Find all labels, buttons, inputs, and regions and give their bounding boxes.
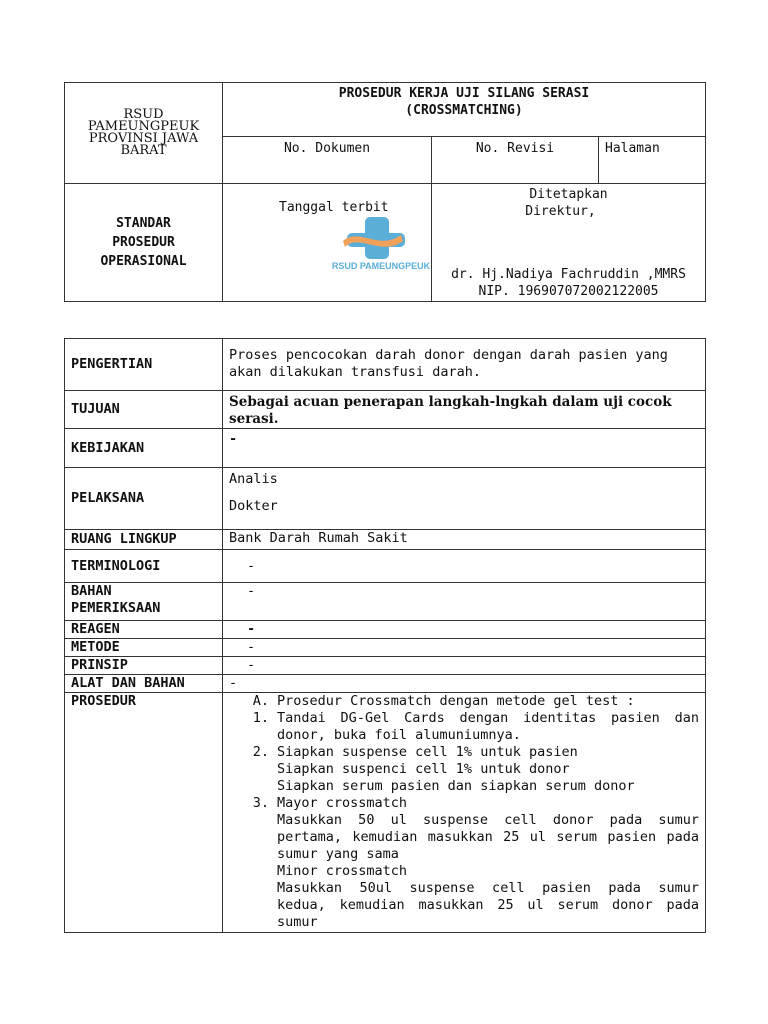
tujuan-value: Sebagai acuan penerapan langkah-lngkah dalam uji cocok serasi. <box>223 391 706 429</box>
terminologi-label: TERMINOLOGI <box>65 550 223 583</box>
kebijakan-label: KEBIJAKAN <box>65 429 223 468</box>
ruang-lingkup-value: Bank Darah Rumah Sakit <box>223 530 706 550</box>
institution-cell <box>65 83 223 184</box>
pengertian-label: PENGERTIAN <box>65 339 223 391</box>
row-pelaksana <box>65 468 706 530</box>
pelaksana-analis: Analis <box>229 471 278 487</box>
title-line-2: (CROSSMATCHING) <box>405 103 523 118</box>
metode-value: - <box>223 639 706 657</box>
step-line: Minor crossmatch <box>277 863 408 879</box>
halaman-label: Halaman <box>605 141 660 156</box>
row-alat <box>65 675 706 693</box>
terminologi-value: - <box>223 550 706 583</box>
pelaksana-label: PELAKSANA <box>65 468 223 530</box>
section-marker: A. <box>252 693 269 709</box>
reagen-value: - <box>223 621 706 639</box>
director-nip: NIP. 196907072002122005 <box>478 284 659 299</box>
sop-line-1: STANDAR <box>116 216 171 231</box>
step-line: Siapkan suspense cell 1% untuk pasien <box>277 744 578 760</box>
prosedur-label: PROSEDUR <box>65 693 223 933</box>
bahan-label <box>65 583 223 621</box>
ruang-lingkup-label: RUANG LINGKUP <box>65 530 223 550</box>
sop-line-3: OPERASIONAL <box>100 254 187 269</box>
prinsip-value: - <box>223 657 706 675</box>
halaman-cell <box>599 137 706 184</box>
step-line: Siapkan suspenci cell 1% untuk donor <box>277 761 570 777</box>
row-bahan <box>65 583 706 621</box>
row-kebijakan <box>65 429 706 468</box>
alat-label: ALAT DAN BAHAN <box>65 675 223 693</box>
no-dokumen-label: No. Dokumen <box>283 141 371 156</box>
step-number: 2. <box>252 744 269 760</box>
institution-province: PROVINSI JAWA BARAT <box>88 131 199 158</box>
logo-text: RSUD PAMEUNGPEUK <box>331 261 431 271</box>
pelaksana-dokter: Dokter <box>229 498 278 514</box>
tanggal-terbit-cell <box>223 184 432 302</box>
step-line: Masukkan 50 ul suspense cell donor pada sumur pertama, kemudian masukkan 25 ul serum pasien pada sumur yang sama <box>277 812 699 862</box>
no-dokumen-cell <box>223 137 432 184</box>
metode-label: METODE <box>65 639 223 657</box>
pengertian-value: Proses pencocokan darah donor dengan darah pasien yang akan dilakukan transfusi darah. <box>223 339 706 391</box>
bahan-value: - <box>223 583 706 621</box>
row-ruang-lingkup <box>65 530 706 550</box>
director-cell <box>432 184 706 302</box>
row-pengertian <box>65 339 706 391</box>
document-header-table <box>64 82 706 302</box>
logo-cross-icon <box>341 217 421 261</box>
row-reagen <box>65 621 706 639</box>
ditetapkan-label: Ditetapkan <box>529 187 608 202</box>
document-title <box>223 83 706 137</box>
no-revisi-label: No. Revisi <box>475 141 555 156</box>
prosedur-section-a <box>247 693 699 710</box>
step-line: Masukkan 50ul suspense cell pasien pada sumur kedua, kemudian masukkan 25 ul serum donor pada sumur <box>277 880 699 930</box>
alat-value: - <box>223 675 706 693</box>
step-number: 3. <box>252 795 269 811</box>
prosedur-step <box>247 744 699 795</box>
step-text <box>277 744 699 795</box>
prosedur-steps <box>247 710 699 931</box>
row-tujuan <box>65 391 706 429</box>
step-number: 1. <box>252 710 269 726</box>
tanggal-terbit-label: Tanggal terbit <box>279 200 389 215</box>
bahan-label-line-1: BAHAN <box>71 583 112 599</box>
kebijakan-value: - <box>223 429 706 468</box>
hospital-logo <box>331 217 431 275</box>
no-revisi-cell <box>432 137 599 184</box>
step-line: Mayor crossmatch <box>277 795 408 811</box>
prinsip-label: PRINSIP <box>65 657 223 675</box>
row-prosedur <box>65 693 706 933</box>
prosedur-step <box>247 710 699 744</box>
row-prinsip <box>65 657 706 675</box>
step-line: Tandai DG-Gel Cards dengan identitas pasien dan donor, buka foil alumuniumnya. <box>277 710 699 743</box>
row-metode <box>65 639 706 657</box>
prosedur-value <box>223 693 706 933</box>
prosedur-step <box>247 795 699 931</box>
institution-name: RSUD PAMEUNGPEUK <box>87 107 200 134</box>
step-text <box>277 710 699 744</box>
title-line-1: PROSEDUR KERJA UJI SILANG SERASI <box>338 86 590 101</box>
row-terminologi <box>65 550 706 583</box>
sop-line-2: PROSEDUR <box>112 235 175 250</box>
direktur-label: Direktur, <box>525 204 596 219</box>
section-title: Prosedur Crossmatch dengan metode gel test : <box>277 693 635 709</box>
bahan-label-line-2: PEMERIKSAAN <box>71 600 161 616</box>
director-name: dr. Hj.Nadiya Fachruddin ,MMRS <box>451 267 686 282</box>
reagen-label: REAGEN <box>65 621 223 639</box>
procedure-table <box>64 338 706 933</box>
pelaksana-value <box>223 468 706 530</box>
step-line: Siapkan serum pasien dan siapkan serum donor <box>277 778 635 794</box>
step-text <box>277 795 699 931</box>
tujuan-label: TUJUAN <box>65 391 223 429</box>
sop-cell <box>65 184 223 302</box>
